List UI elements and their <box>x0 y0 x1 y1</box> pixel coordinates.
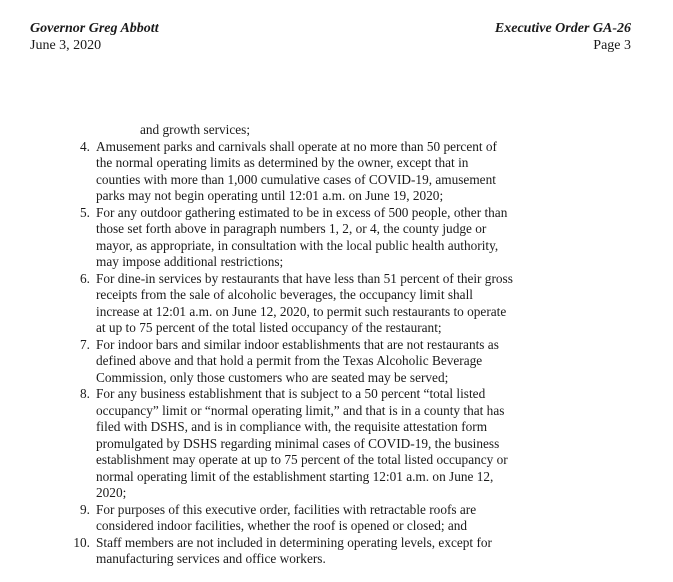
list-item-number: 5. <box>80 204 90 220</box>
list-item-line: parks may not begin operating until 12:01 a.m. on June 19, 2020; <box>96 188 444 203</box>
list-item-line: establishment may operate at up to 75 percent of the total listed occupancy or <box>96 452 508 467</box>
list-item <box>0 386 673 502</box>
list-item-number: 9. <box>80 501 90 517</box>
list-item-line: defined above and that hold a permit from the Texas Alcoholic Beverage <box>96 353 483 368</box>
list-item-line: at up to 75 percent of the total listed occupancy of the restaurant; <box>96 320 442 335</box>
list-item-line: occupancy” limit or “normal operating limit,” and that is in a county that has <box>96 402 505 418</box>
header-right <box>495 20 631 54</box>
continuation-text: and growth services; <box>140 122 251 137</box>
list-item <box>0 139 673 205</box>
list-item-line: Staff members are not included in determining operating levels, except for <box>96 534 492 550</box>
list-item-number: 6. <box>80 270 90 286</box>
list-item-line: For indoor bars and similar indoor establishments that are not restaurants as <box>96 336 499 352</box>
list-item-line: For purposes of this executive order, facilities with retractable roofs are <box>96 501 477 517</box>
list-item-line: Commission, only those customers who are seated may be served; <box>96 369 449 385</box>
list-item-line: may impose additional restrictions; <box>96 254 284 269</box>
list-item-line: receipts from the sale of alcoholic beverages, the occupancy limit shall <box>96 287 473 302</box>
order-title: Executive Order GA-26 <box>494 21 631 36</box>
list-item-line: increase at 12:01 a.m. on June 12, 2020, to permit such restaurants to operate <box>96 303 507 319</box>
list-item <box>0 205 673 271</box>
list-item-line: counties with more than 1,000 cumulative cases of COVID-19, amusement <box>96 171 496 187</box>
list-item-line: 2020; <box>96 485 127 500</box>
list-item-line: mayor, as appropriate, in consultation with the local public health authority, <box>96 237 499 253</box>
list-item <box>0 271 673 337</box>
document-body <box>0 122 673 568</box>
list-item-line: filed with DSHS, and is in compliance with, the requisite attestation form <box>96 419 488 434</box>
list-item-number: 10. <box>73 534 90 550</box>
list-item-line: those set forth above in paragraph numbers 1, 2, or 4, the county judge or <box>96 221 487 236</box>
list-item-line: Amusement parks and carnivals shall operate at no more than 50 percent of <box>96 138 497 154</box>
list-item <box>0 337 673 387</box>
list-item-line: For any business establishment that is subject to a 50 percent “total listed <box>96 386 486 401</box>
numbered-list <box>0 139 673 568</box>
list-item-line: normal operating limit of the establishment starting 12:01 a.m. on June 12, <box>96 468 494 484</box>
list-item-line: promulgated by DSHS regarding minimal cases of COVID-19, the business <box>96 435 500 451</box>
page-number: Page 3 <box>593 38 631 53</box>
header-left <box>30 20 159 54</box>
list-item-number: 7. <box>80 336 90 352</box>
document-date: June 3, 2020 <box>30 38 102 53</box>
list-item-number: 4. <box>80 138 90 154</box>
list-item-line: For dine-in services by restaurants that have less than 51 percent of their gross <box>96 270 513 286</box>
list-item-line: For any outdoor gathering estimated to be in excess of 500 people, other than <box>96 204 508 220</box>
page-header <box>30 20 631 60</box>
list-item-line: manufacturing services and office workers. <box>96 551 326 566</box>
list-item <box>0 502 673 535</box>
list-item-line: considered indoor facilities, whether the roof is opened or closed; and <box>96 518 468 533</box>
author-name: Governor Greg Abbott <box>30 21 159 36</box>
list-item <box>0 535 673 568</box>
list-item-number: 8. <box>80 386 90 401</box>
list-item-line: the normal operating limits as determined by the owner, except that in <box>96 155 469 170</box>
